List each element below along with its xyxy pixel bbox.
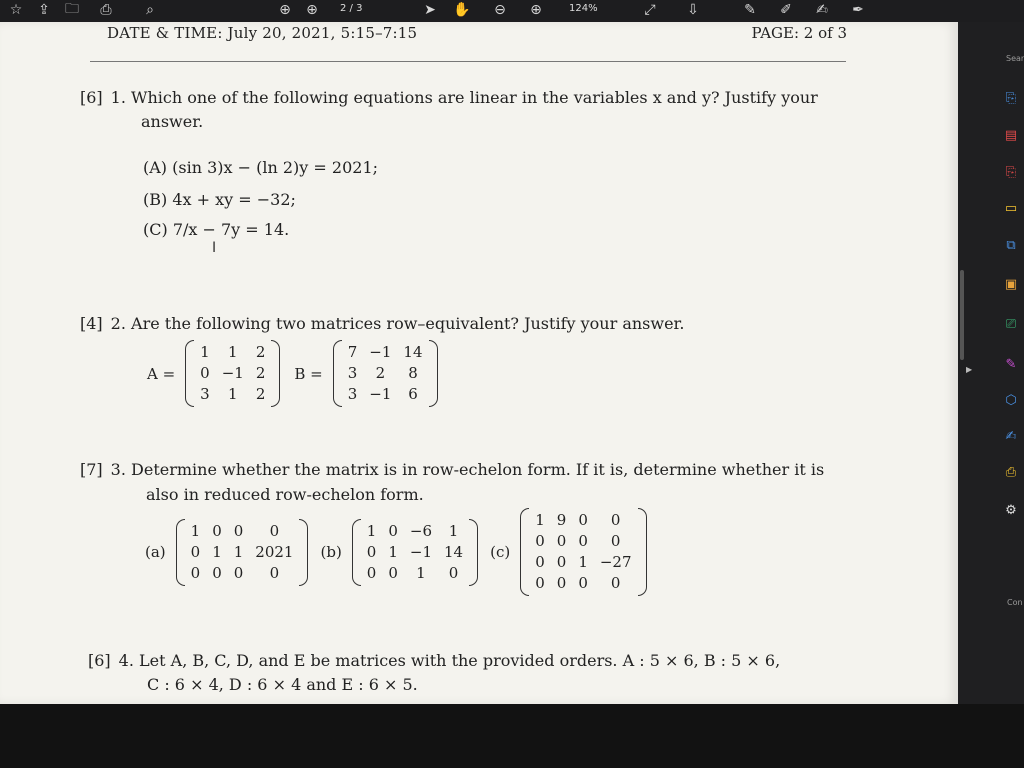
question-3 bbox=[80, 458, 824, 482]
matrix-row bbox=[185, 542, 300, 563]
protect-icon[interactable]: ⬡ bbox=[1005, 392, 1017, 408]
matrix-entry: 1 bbox=[578, 553, 588, 571]
matrix-row bbox=[361, 542, 469, 563]
matrix-entry: 0 bbox=[578, 574, 588, 592]
matrix-entry: 1 bbox=[366, 521, 377, 540]
matrix-entry: 1 bbox=[190, 521, 201, 540]
matrix-row bbox=[194, 342, 271, 363]
matrix-entry: 2 bbox=[375, 364, 386, 382]
header-page-number: PAGE: 2 of 3 bbox=[751, 24, 847, 42]
matrix-entry: 0 bbox=[610, 574, 621, 592]
comment-icon[interactable]: ✎ bbox=[744, 2, 756, 18]
matrix-entry: 3 bbox=[200, 385, 210, 403]
header-divider bbox=[90, 61, 846, 62]
sign-icon[interactable]: ✒ bbox=[852, 2, 864, 18]
page-down-icon[interactable]: ⊕ bbox=[306, 2, 318, 18]
question-1-option-a: (A) (sin 3)x − (ln 2)y = 2021; bbox=[143, 158, 379, 177]
matrix-entry: 0 bbox=[388, 563, 398, 582]
collapse-arrow-icon[interactable]: ▶ bbox=[966, 365, 973, 374]
matrix-entry: 0 bbox=[200, 364, 210, 382]
highlight-icon[interactable]: ✍ bbox=[816, 2, 828, 18]
matrix-b-label: B = bbox=[294, 364, 323, 383]
matrix-entry: −27 bbox=[599, 553, 632, 571]
question-2 bbox=[80, 312, 685, 336]
matrix-entry: 0 bbox=[610, 532, 621, 550]
matrix-entry: 14 bbox=[444, 542, 464, 561]
print-icon[interactable]: ⎙ bbox=[100, 2, 112, 18]
question-2-points: [4] bbox=[80, 314, 103, 333]
matrix-3b-label: (b) bbox=[320, 543, 342, 561]
matrix-row bbox=[342, 363, 429, 384]
matrix-row bbox=[194, 363, 271, 384]
matrix-entry: 8 bbox=[408, 364, 418, 382]
create-pdf-icon[interactable]: ⎘ bbox=[1005, 164, 1017, 180]
export-pdf-icon[interactable]: ⎘ bbox=[1005, 90, 1017, 106]
matrix-entry: 0 bbox=[269, 521, 280, 540]
matrix-entry: 0 bbox=[535, 553, 545, 571]
matrix-entry: 1 bbox=[212, 542, 222, 561]
matrix-entry: 0 bbox=[366, 563, 377, 582]
compress-icon[interactable]: ⎙ bbox=[1005, 464, 1017, 480]
matrix-row bbox=[185, 521, 300, 542]
matrix-row bbox=[342, 384, 429, 405]
question-3-text-line2: also in reduced row-echelon form. bbox=[146, 485, 424, 504]
zoom-out-icon[interactable]: ⊖ bbox=[494, 2, 506, 18]
matrix-entry: 0 bbox=[190, 563, 201, 582]
save-icon[interactable]: 🗀 bbox=[65, 1, 79, 17]
question-4-points: [6] bbox=[88, 651, 111, 670]
matrix-entry: 0 bbox=[535, 574, 545, 592]
question-1-text-line1: 1. Which one of the following equations are linear in the variables x and y? Justify your bbox=[110, 88, 818, 107]
matrix-entry: 0 bbox=[535, 532, 545, 550]
matrix-row bbox=[529, 573, 637, 594]
matrix-row bbox=[194, 384, 271, 405]
fit-page-icon[interactable]: ⤢ bbox=[644, 2, 656, 18]
matrix-entry: 0 bbox=[366, 542, 377, 561]
question-3-text-line1: 3. Determine whether the matrix is in row-echelon form. If it is, determine whether it is bbox=[110, 460, 825, 479]
matrix-entry: 2 bbox=[255, 385, 266, 403]
sidebar-search-label[interactable]: Sear bbox=[1006, 54, 1024, 63]
matrix-entry: 0 bbox=[578, 532, 588, 550]
question-2-matrices bbox=[147, 342, 442, 405]
matrix-row bbox=[529, 531, 637, 552]
question-2-text: 2. Are the following two matrices row–equivalent? Justify your answer. bbox=[110, 314, 685, 333]
matrix-entry: 2021 bbox=[255, 542, 294, 561]
document-page bbox=[0, 22, 958, 704]
search-icon[interactable]: ⌕ bbox=[146, 2, 154, 18]
top-toolbar bbox=[0, 0, 1024, 22]
combine-files-icon[interactable]: ⧉ bbox=[1006, 237, 1016, 253]
matrix-entry: 1 bbox=[448, 521, 459, 540]
matrix-3c bbox=[520, 510, 646, 594]
matrix-a bbox=[185, 342, 280, 405]
matrix-entry: 0 bbox=[448, 563, 459, 582]
question-1-points: [6] bbox=[80, 88, 103, 107]
matrix-entry: 14 bbox=[403, 343, 423, 361]
hand-icon[interactable]: ✋ bbox=[453, 2, 471, 18]
matrix-3c-label: (c) bbox=[490, 543, 511, 561]
text-cursor-icon: I bbox=[212, 240, 217, 256]
page-up-icon[interactable]: ⊕ bbox=[279, 2, 291, 18]
matrix-entry: 0 bbox=[556, 532, 567, 550]
matrix-entry: 0 bbox=[578, 511, 588, 529]
matrix-entry: 1 bbox=[233, 542, 244, 561]
matrix-b bbox=[333, 342, 438, 405]
matrix-entry: −1 bbox=[221, 364, 244, 382]
matrix-entry: 0 bbox=[610, 511, 621, 529]
matrix-row bbox=[529, 552, 637, 573]
question-3-points: [7] bbox=[80, 460, 103, 479]
tools-sidebar bbox=[958, 22, 1024, 704]
question-4 bbox=[88, 649, 780, 673]
matrix-entry: 3 bbox=[347, 364, 358, 382]
question-1 bbox=[80, 86, 818, 110]
question-1-text-line2: answer. bbox=[141, 112, 204, 131]
organize-pages-icon[interactable]: ▤ bbox=[1004, 127, 1018, 143]
matrix-row bbox=[529, 510, 637, 531]
fill-sign-icon[interactable]: ✎ bbox=[1005, 356, 1017, 372]
cursor-icon[interactable]: ➤ bbox=[424, 2, 436, 18]
matrix-row bbox=[361, 521, 469, 542]
matrix-entry: 1 bbox=[416, 563, 426, 582]
matrix-entry: −6 bbox=[409, 521, 433, 540]
matrix-entry: 6 bbox=[408, 385, 418, 403]
header-date-time: DATE & TIME: July 20, 2021, 5:15–7:15 bbox=[107, 24, 418, 42]
matrix-entry: 2 bbox=[255, 343, 266, 361]
matrix-entry: 0 bbox=[556, 574, 567, 592]
matrix-entry: 2 bbox=[255, 364, 266, 382]
matrix-entry: 1 bbox=[535, 511, 545, 529]
matrix-3a bbox=[176, 521, 309, 584]
matrix-entry: 0 bbox=[556, 553, 567, 571]
zoom-level[interactable]: 124% bbox=[569, 3, 598, 14]
matrix-entry: 1 bbox=[228, 343, 238, 361]
matrix-entry: 0 bbox=[269, 563, 280, 582]
matrix-row bbox=[361, 563, 469, 584]
matrix-entry: 9 bbox=[556, 511, 567, 529]
matrix-row bbox=[342, 342, 429, 363]
matrix-entry: 7 bbox=[347, 343, 358, 361]
matrix-entry: 0 bbox=[212, 521, 222, 540]
question-3-matrices bbox=[145, 510, 651, 594]
edit-pdf-icon[interactable]: ▣ bbox=[1004, 276, 1018, 292]
question-4-text-line1: 4. Let A, B, C, D, and E be matrices with the provided orders. A : 5 × 6, B : 5 × 6, bbox=[118, 651, 781, 670]
matrix-entry: 1 bbox=[388, 542, 398, 561]
scan-icon[interactable]: ⎚ bbox=[1005, 316, 1017, 332]
matrix-entry: −1 bbox=[409, 542, 433, 561]
matrix-entry: −1 bbox=[369, 385, 392, 403]
more-tools-icon[interactable]: ⚙ bbox=[1005, 502, 1017, 518]
zoom-in-icon[interactable]: ⊕ bbox=[530, 2, 542, 18]
matrix-row bbox=[185, 563, 300, 584]
scrollbar[interactable] bbox=[960, 270, 964, 360]
desk-background bbox=[0, 704, 1024, 768]
matrix-entry: 0 bbox=[233, 521, 244, 540]
question-1-option-b: (B) 4x + xy = −32; bbox=[143, 190, 296, 209]
share-icon[interactable]: ⇪ bbox=[38, 2, 50, 18]
matrix-entry: 0 bbox=[233, 563, 244, 582]
matrix-entry: 0 bbox=[212, 563, 222, 582]
download-icon[interactable]: ⇩ bbox=[687, 2, 699, 18]
matrix-entry: −1 bbox=[369, 343, 392, 361]
matrix-entry: 1 bbox=[228, 385, 238, 403]
matrix-3b bbox=[352, 521, 478, 584]
question-1-option-c: (C) 7/x − 7y = 14. bbox=[143, 220, 290, 239]
pen-icon[interactable]: ✐ bbox=[780, 2, 792, 18]
star-icon[interactable]: ☆ bbox=[9, 2, 23, 18]
matrix-entry: 0 bbox=[190, 542, 201, 561]
matrix-3a-label: (a) bbox=[145, 543, 166, 561]
matrix-a-label: A = bbox=[147, 364, 176, 383]
matrix-entry: 3 bbox=[347, 385, 358, 403]
send-sign-icon[interactable]: ✍ bbox=[1005, 428, 1017, 444]
matrix-entry: 0 bbox=[388, 521, 398, 540]
question-4-text-line2: C : 6 × 4, D : 6 × 4 and E : 6 × 5. bbox=[147, 675, 418, 694]
sidebar-bottom-label[interactable]: Con bbox=[1007, 598, 1023, 607]
matrix-entry: 1 bbox=[200, 343, 210, 361]
page-indicator[interactable]: 2 / 3 bbox=[340, 3, 363, 14]
comment-tool-icon[interactable]: ▭ bbox=[1004, 200, 1018, 216]
